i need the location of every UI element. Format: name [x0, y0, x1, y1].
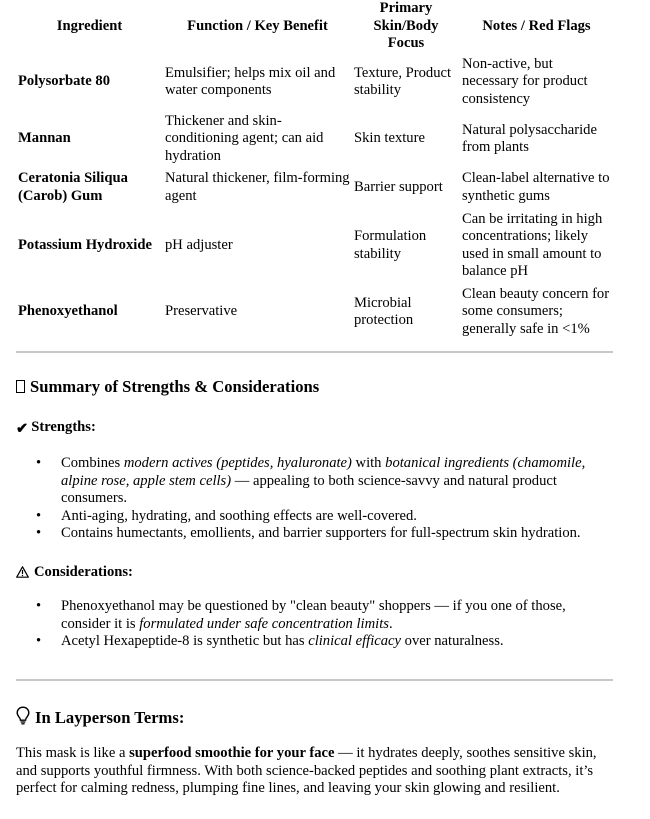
table-row	[16, 208, 613, 283]
function-cell: Thickener and skin-conditioning agent; can aid hydration	[165, 112, 324, 164]
ingredient-cell: Potassium Hydroxide	[18, 236, 152, 253]
horizontal-rule	[16, 351, 613, 353]
function-cell: Preservative	[165, 303, 238, 320]
horizontal-rule	[16, 679, 613, 681]
table-row	[16, 53, 613, 111]
layperson-title: In Layperson Terms:	[35, 708, 185, 727]
function-cell: pH adjuster	[165, 236, 233, 253]
layperson-paragraph: This mask is like a superfood smoothie for your face — it hydrates deeply, soothes sensitive skin, and supports youthful firmness. With both science-backed peptides and soothing plant extracts, it’s perfect for calming redness, plumping fine lines, and leaving your skin glowing and resilient.	[16, 745, 597, 796]
check-icon: ✔	[16, 421, 29, 437]
list-item: • Phenoxyethanol may be questioned by "clean beauty" shoppers — if you one of those, consider it is formulated under safe concentration limits.	[16, 598, 616, 633]
layperson-heading	[16, 706, 184, 730]
focus-cell: Microbial protection	[354, 294, 414, 328]
warning-icon	[16, 565, 29, 583]
header-notes: Notes / Red Flags	[482, 17, 591, 34]
function-cell: Emulsifier; helps mix oil and water components	[165, 64, 336, 98]
focus-cell: Barrier support	[354, 178, 443, 195]
ingredient-cell: Mannan	[18, 130, 71, 147]
list-item: • Contains humectants, emollients, and barrier supporters for full-spectrum skin hydration.	[16, 525, 616, 543]
considerations-heading	[16, 563, 133, 583]
summary-title: Summary of Strengths & Considerations	[30, 377, 320, 396]
considerations-list	[16, 598, 616, 651]
ingredient-table	[16, 0, 613, 341]
lightbulb-icon	[16, 706, 30, 730]
table-header-row	[16, 0, 613, 53]
table-row	[16, 283, 613, 341]
ingredient-cell: Polysorbate 80	[18, 73, 111, 90]
notes-cell: Clean-label alternative to synthetic gums	[462, 170, 610, 204]
ingredient-cell: Ceratonia Siliqua (Carob) Gum	[18, 170, 128, 204]
considerations-title: Considerations:	[34, 564, 133, 580]
focus-cell: Skin texture	[354, 130, 425, 147]
notes-cell: Can be irritating in high concentrations; likely used in small amount to balance pH	[462, 210, 603, 279]
table-row	[16, 111, 613, 167]
header-focus: Primary Skin/Body Focus	[373, 0, 439, 52]
strengths-title: Strengths:	[31, 419, 96, 435]
header-ingredient: Ingredient	[56, 17, 123, 34]
list-item: • Anti-aging, hydrating, and soothing effects are well-covered.	[16, 508, 616, 526]
header-function: Function / Key Benefit	[187, 17, 328, 34]
notes-cell: Non-active, but necessary for product consistency	[462, 55, 588, 107]
focus-cell: Texture, Product stability	[354, 64, 452, 98]
list-item: • Acetyl Hexapeptide-8 is synthetic but has clinical efficacy over naturalness.	[16, 633, 616, 651]
list-item: • Combines modern actives (peptides, hyaluronate) with botanical ingredients (chamomile, alpine rose, apple stem cells) — appealing to both science-savvy and natural product consumers.	[16, 455, 616, 508]
notes-cell: Clean beauty concern for some consumers; generally safe in <1%	[462, 285, 610, 337]
focus-cell: Formulation stability	[354, 228, 427, 262]
strengths-list	[16, 455, 616, 543]
ingredient-cell: Phenoxyethanol	[18, 303, 118, 320]
notes-cell: Natural polysaccharide from plants	[462, 121, 597, 155]
box-icon	[16, 380, 25, 393]
function-cell: Natural thickener, film-forming agent	[165, 170, 350, 204]
strengths-heading	[16, 418, 96, 438]
table-row	[16, 167, 613, 208]
summary-heading	[16, 377, 319, 397]
